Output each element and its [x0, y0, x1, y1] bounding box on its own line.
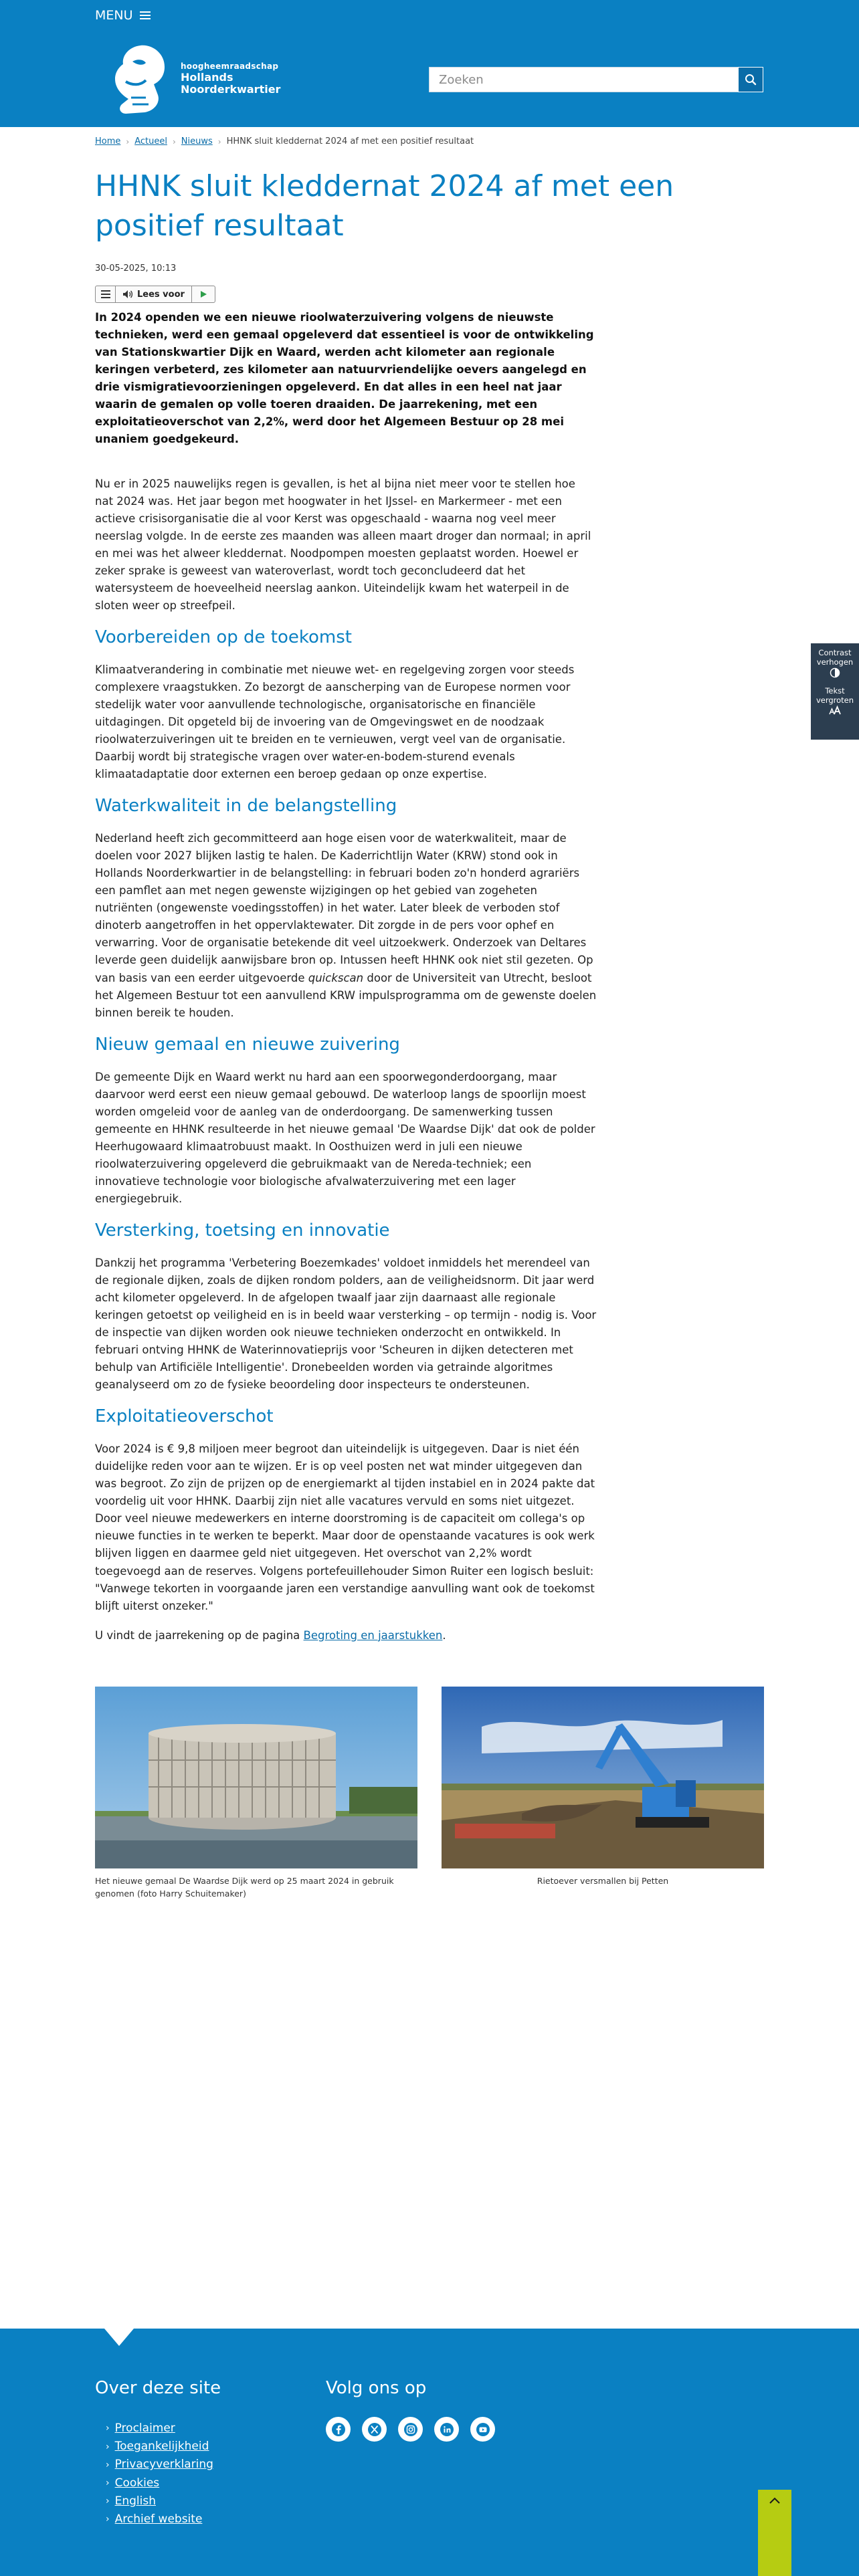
facebook-icon[interactable]	[326, 2417, 351, 2442]
linkedin-icon[interactable]	[434, 2417, 459, 2442]
site-logo[interactable]	[106, 41, 306, 116]
paragraph-text: door de Universiteit van Utrecht, besloot het Algemeen Bestuur tot een aanvullend KRW impulsprogramma om de gewenste doelen binnen bereik te houden.	[95, 971, 597, 1019]
image-caption: Rietoever versmallen bij Petten	[537, 1876, 669, 1886]
figure-rietoever	[442, 1687, 764, 1901]
breadcrumb-actueel[interactable]: Actueel	[134, 136, 167, 146]
logo-line-3: Noorderkwartier	[181, 82, 281, 96]
breadcrumb-current: HHNK sluit kleddernat 2024 af met een positief resultaat	[226, 136, 474, 146]
section-heading: Nieuw gemaal en nieuwe zuivering	[95, 1034, 400, 1055]
instagram-icon[interactable]	[398, 2417, 423, 2442]
footer-link-item	[106, 2492, 213, 2510]
section-heading: Exploitatieoverschot	[95, 1406, 274, 1427]
contrast-icon	[830, 667, 840, 678]
contrast-toggle[interactable]	[811, 649, 859, 680]
readspeaker-menu-button[interactable]	[96, 286, 116, 302]
paragraph	[95, 1627, 597, 1644]
breadcrumb-separator-icon: ›	[172, 136, 176, 146]
search-form	[429, 67, 763, 92]
section-heading: Versterking, toetsing en innovatie	[95, 1220, 390, 1241]
image-caption: Het nieuwe gemaal De Waardse Dijk werd op 25 maart 2024 in gebruik genomen (foto Harry Schuitemaker)	[95, 1876, 394, 1899]
text-size-label: Tekst vergroten	[816, 686, 854, 706]
readspeaker-widget	[95, 286, 215, 303]
emphasis-text: quickscan	[308, 971, 364, 984]
section-heading: Voorbereiden op de toekomst	[95, 627, 352, 647]
breadcrumb-nieuws[interactable]: Nieuws	[181, 136, 213, 146]
footer-link-item	[106, 2510, 213, 2529]
breadcrumb	[95, 136, 474, 146]
footer-link-item	[106, 2456, 213, 2474]
text-size-toggle[interactable]	[811, 687, 859, 717]
footer-links	[106, 2420, 213, 2529]
youtube-icon[interactable]	[470, 2417, 495, 2442]
footer-follow-title: Volg ons op	[326, 2378, 427, 2398]
publish-date: 30-05-2025, 10:13	[95, 263, 177, 274]
article-lead: In 2024 openden we een nieuwe rioolwaterzuivering volgens de nieuwste technieken, werd een gemaal opgeleverd dat essentieel is voor de ontwikkeling van Stationskwartier Dijk en Waard, werden acht kilometer aan regionale keringen verbeterd, zes kilometer aan natuurvriendelijke oevers aangelegd en drie vismigratievoorzieningen opgeleverd. En dat alles in een heel nat jaar waarin de gemalen op volle toeren draaiden. De jaarrekening, met een exploitatieoverschot van 2,2%, werd door het Algemeen Bestuur op 28 mei unaniem goedgekeurd.	[95, 311, 594, 446]
paragraph-text: U vindt de jaarrekening op de pagina	[95, 1628, 304, 1642]
chevron-right-icon: ›	[106, 2514, 110, 2525]
photo-pumping-station[interactable]	[95, 1687, 417, 1868]
logo-line-1: hoogheemraadschap	[181, 61, 279, 71]
footer-link-item	[106, 2438, 213, 2456]
chevron-right-icon: ›	[106, 2423, 110, 2434]
play-button[interactable]	[192, 286, 215, 302]
chevron-right-icon: ›	[106, 2496, 110, 2507]
site-header	[0, 0, 859, 127]
x-icon[interactable]	[362, 2417, 387, 2442]
footer-link-item	[106, 2420, 213, 2438]
site-footer	[0, 2329, 859, 2576]
footer-link-english[interactable]: English	[114, 2494, 156, 2508]
begroting-link[interactable]: Begroting en jaarstukken	[303, 1628, 443, 1642]
paragraph: Klimaatverandering in combinatie met nieuwe wet- en regelgeving zorgen voor steeds complexere vraagstukken. Zo bezorgt de aanscherping van de Europese normen voor stedelijk water voor aanvullende technologische, organisatorische en financiële uitdagingen. Dit opgeteld bij de invoering van de Omgevingswet en de noodzaak rioolwaterzuiveringen uit te breiden en te vernieuwen, vergt veel van de organisatie. Daarbij wordt bij strategische vragen over water-en-bodem-sturend evenals klimaatadaptatie door externen een beroep gedaan op onze expertise.	[95, 663, 575, 781]
read-aloud-label: Lees voor	[137, 289, 185, 300]
footer-link-archief[interactable]: Archief website	[114, 2512, 203, 2526]
search-button[interactable]	[738, 67, 763, 92]
social-links	[326, 2417, 495, 2442]
lion-logo-icon	[106, 41, 173, 116]
paragraph-text: .	[442, 1628, 446, 1642]
accessibility-widget	[811, 643, 859, 740]
contrast-label: Contrast verhogen	[816, 648, 854, 667]
footer-about-title: Over deze site	[95, 2378, 221, 2398]
footer-link-proclaimer[interactable]: Proclaimer	[114, 2422, 175, 2435]
menu-label: MENU	[95, 8, 133, 23]
article-body	[95, 309, 597, 1656]
chevron-up-icon	[769, 2496, 781, 2504]
footer-link-privacy[interactable]: Privacyverklaring	[114, 2458, 213, 2472]
speaker-icon	[122, 290, 133, 299]
paragraph: Dankzij het programma 'Verbetering Boezemkades' voldoet inmiddels het merendeel van de regionale dijken, zoals de dijken rondom polders, aan de veiligheidsnorm. Dit jaar werd acht kilometer opgeleverd. In de afgelopen twaalf jaar zijn daarnaast alle regionale keringen getoetst op veiligheid en is in beeld waar versterking – op termijn - nodig is. Voor de inspectie van dijken worden ook nieuwe technieken onderzocht en ontwikkeld. In februari ontving HHNK de Waterinnovatieprijs voor 'Scheuren in dijken detecteren met behulp van Artificiële Intelligentie'. Dronebeelden worden via getrainde algoritmes geanalyseerd om zo de fysieke beoordeling door inspecteurs te ondersteunen.	[95, 1256, 597, 1392]
back-to-top-button[interactable]	[758, 2490, 791, 2576]
figure-gemaal	[95, 1687, 417, 1901]
paragraph: De gemeente Dijk en Waard werkt nu hard aan een spoorwegonderdoorgang, maar daarvoor werd eerst een nieuw gemaal gebouwd. De waterloop langs de spoorlijn moest worden omgeleid voor de aanleg van de onderdoorgang. De samenwerking tussen gemeente en HHNK resulteerde in het nieuwe gemaal 'De Waardse Dijk' dat ook de polder Heerhugowaard klimaatrobuust maakt. In Oosthuizen werd in juli een nieuwe rioolwaterzuivering opgeleverd die gebruikmaakt van de Nereda-techniek; een innovatieve technologie voor biologische afvalwaterzuivering met een lager energiegebruik.	[95, 1070, 595, 1205]
footer-link-item	[106, 2474, 213, 2492]
breadcrumb-home[interactable]: Home	[95, 136, 121, 146]
breadcrumb-separator-icon: ›	[126, 136, 130, 146]
read-aloud-button[interactable]	[116, 286, 192, 302]
footer-link-cookies[interactable]: Cookies	[114, 2476, 160, 2490]
play-icon	[199, 290, 207, 298]
list-icon	[101, 290, 110, 298]
footer-notch	[104, 2329, 134, 2346]
search-icon	[745, 74, 757, 86]
paragraph	[95, 830, 597, 1022]
paragraph-text: Nederland heeft zich gecommitteerd aan hoge eisen voor de waterkwaliteit, maar de doelen voor 2027 blijken lastig te halen. De Kaderrichtlijn Water (KRW) stond ook in Hollands Noorderkwartier in de belangstelling: in februari boden zo'n honderd agrariërs een pamflet aan met negen gewenste wijzigingen op het gebied van zogeheten nutriënten (ongewenste voedingsstoffen) in het water. Later bleek de verboden stof dinoterb aangetroffen in het oppervlaktewater. Dit zorgde in de pers voor ophef en verwarring. Voor de organisatie betekende dit veel uitzoekwerk. Onderzoek van Deltares leverde geen duidelijk aanwijsbare bron op. Intussen heeft HHNK ook niet stil gezeten. Op van basis van een eerder uitgevoerde	[95, 832, 593, 984]
section-heading: Waterkwaliteit in de belangstelling	[95, 796, 397, 817]
photo-excavator[interactable]	[442, 1687, 764, 1868]
paragraph: Voor 2024 is € 9,8 miljoen meer begroot dan uiteindelijk is uitgegeven. Daar is niet één duidelijke reden voor aan te wijzen. Er is op veel posten net wat minder uitgegeven dan was begroot. Zo zijn de prijzen op de energiemarkt al tijden instabiel en in 2024 pakte dat voordelig uit voor HHNK. Daarbij zijn niet alle vacatures vervuld en soms niet uitgezet. Door veel nieuwe medewerkers en interne doorstroming is de capaciteit om collega's op nieuwe functies in te werken te beperkt. Maar door de openstaande vacatures is ook werk blijven liggen en daarmee geld niet uitgegeven. Het overschot van 2,2% wordt toegevoegd aan de reserves. Volgens portefeuillehouder Simon Ruiter een logisch besluit: "Vanwege tekorten in voorgaande jaren een verstandige aanvulling want ook de toekomst blijft uiterst onzeker."	[95, 1442, 595, 1612]
hamburger-icon	[140, 11, 151, 20]
breadcrumb-separator-icon: ›	[217, 136, 221, 146]
search-input[interactable]	[429, 67, 738, 92]
footer-link-toegankelijkheid[interactable]: Toegankelijkheid	[114, 2440, 209, 2454]
page-title: HHNK sluit kleddernat 2024 af met een positief resultaat	[95, 169, 674, 243]
menu-button[interactable]	[95, 8, 151, 23]
chevron-right-icon: ›	[106, 2441, 110, 2452]
logo-line-2: Hollands	[181, 70, 233, 84]
chevron-right-icon: ›	[106, 2477, 110, 2488]
chevron-right-icon: ›	[106, 2459, 110, 2470]
image-gallery	[95, 1687, 764, 1901]
text-size-icon	[829, 706, 841, 715]
paragraph: Nu er in 2025 nauwelijks regen is gevallen, is het al bijna niet meer voor te stellen hoe nat 2024 was. Het jaar begon met hoogwater in het IJssel- en Markermeer - met een actieve crisisorganisatie die al voor Kerst was opgeschaald - waarna nog veel meer neerslag volgde. In de eerste zes maanden was alleen maart droger dan normaal; in april en mei was het alweer kleddernat. Noodpompen moesten geplaatst worden. Hoewel er zeker sprake is geweest van wateroverlast, wordt toch geconcludeerd dat het watersysteem de hoeveelheid neerslag aankon. Uiteindelijk kwam het waterpeil in de sloten weer op streefpeil.	[95, 477, 591, 612]
